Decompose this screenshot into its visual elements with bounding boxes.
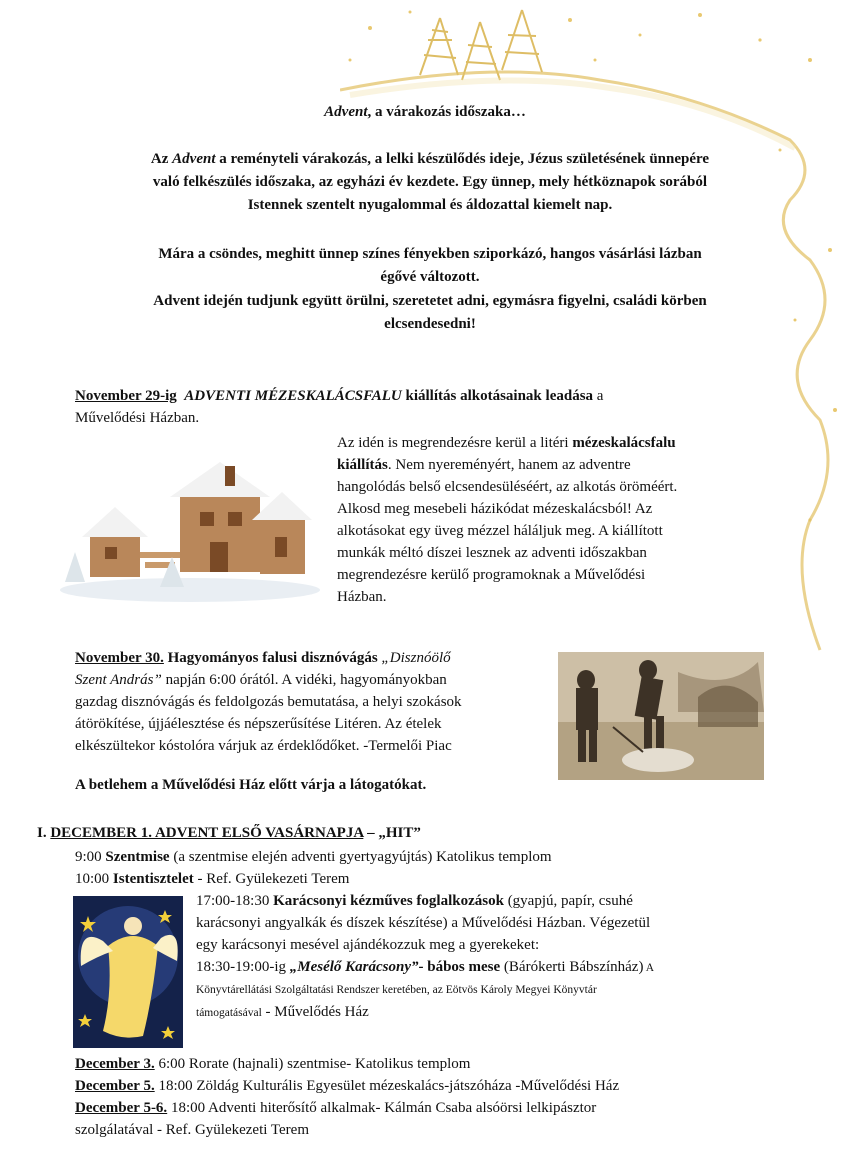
- list-item: December 3. 6:00 Rorate (hajnali) szentmise- Katolikus templom: [75, 1056, 471, 1072]
- angel-image: [73, 896, 183, 1048]
- tree-icon: [420, 10, 542, 80]
- pig-slaughter-photo: [558, 652, 764, 780]
- intro-paragraph-3: Advent idején tudjunk együtt örülni, szeretetet adni, egymásra figyelni, családi körben elcsendesedni!: [153, 293, 707, 332]
- nov30-section: November 30. Hagyományos falusi disznóvágás „Disznóölő Szent András” napján 6:00 órától. A vidéki, hagyományokban gazdag disznóvágás és feldolgozás bemutatása, a helyi szokások átörökítése, újjáélesztése és népszerűsítése Litéren. Az ételek elkészültekor kóstolóra várjuk az érdeklődőket. -Termelői Piac: [75, 650, 462, 754]
- nov29-description: Az idén is megrendezésre kerül a litéri mézeskalácsfalu kiállítás. Nem nyereményért, hanem az adventre hangolódás belső elcsendesüléséért, az alkotás öröméért. Alkosd meg mesebeli házikódat mézeskalácsból! Az alkotásokat egy üveg mézzel háláljuk meg. A kiállított munkák méltó díszei lesznek az adventi időszakban megrendezésre kerülő programoknak a Művelődési Házban.: [337, 435, 678, 605]
- later-december-events: December 3. 6:00 Rorate (hajnali) szentmise- Katolikus templom December 5. 18:00 Zöldág Kulturális Egyesület mézeskalács-játszóháza -Művelődési Ház December 5-6. 18:00 Adventi hiterősítő alkalmak- Kálmán Csaba alsóörsi lelkipásztor szolgálatával - Ref. Gyülekezeti Terem: [75, 1053, 795, 1141]
- dec1-services: 9:00 Szentmise (a szentmise elején adventi gyertyagyújtás) Katolikus templom 10:00 Istentisztelet - Ref. Gyülekezeti Terem: [75, 849, 552, 887]
- dec1-afternoon: 17:00-18:30 Karácsonyi kézműves foglalkozások (gyapjú, papír, csuhé karácsonyi angyalkák és díszek készítése) a Művelődési Házban. Végezetül egy karácsonyi mesével ajándékozzuk meg a gyerekeket: 18:30-19:00-ig „Mesélő Karácsony”- bábos mese (Bárókerti Bábszínház) A Könyvtárellátási Szolgáltatási Rendszer keretében, az Eötvös Károly Megyei Könyvtár támogatásával - Művelődés Ház: [196, 893, 654, 1020]
- intro-paragraph-2: Mára a csöndes, meghitt ünnep színes fényekben sziporkázó, hangos vásárlási lázban égővé változott.: [158, 246, 702, 285]
- nov29-heading: November 29-ig ADVENTI MÉZESKALÁCSFALU kiállítás alkotásainak leadása a Művelődési Házban.: [75, 388, 604, 426]
- dec1-heading: I. DECEMBER 1. ADVENT ELSŐ VASÁRNAPJA – „HIT”: [37, 825, 421, 841]
- intro-paragraph-1: Az Advent a reményteli várakozás, a lelki készülődés ideje, Jézus születésének ünnepére való felkészülés időszaka, az egyházi év kezdete. Egy ünnep, mely hétköznapok sorából Istennek szentelt nyugalommal és áldozattal kiemelt nap.: [150, 151, 710, 213]
- gingerbread-village-image: [50, 452, 320, 602]
- page-title: Advent, a várakozás időszaka…: [324, 104, 526, 120]
- betlehem-note: A betlehem a Művelődési Ház előtt várja a látogatókat.: [75, 777, 427, 793]
- list-item: December 5. 18:00 Zöldág Kulturális Egyesület mézeskalács-játszóháza -Művelődési Ház: [75, 1078, 620, 1094]
- list-item: December 5-6. 18:00 Adventi hiterősítő alkalmak- Kálmán Csaba alsóörsi lelkipásztor: [75, 1100, 597, 1116]
